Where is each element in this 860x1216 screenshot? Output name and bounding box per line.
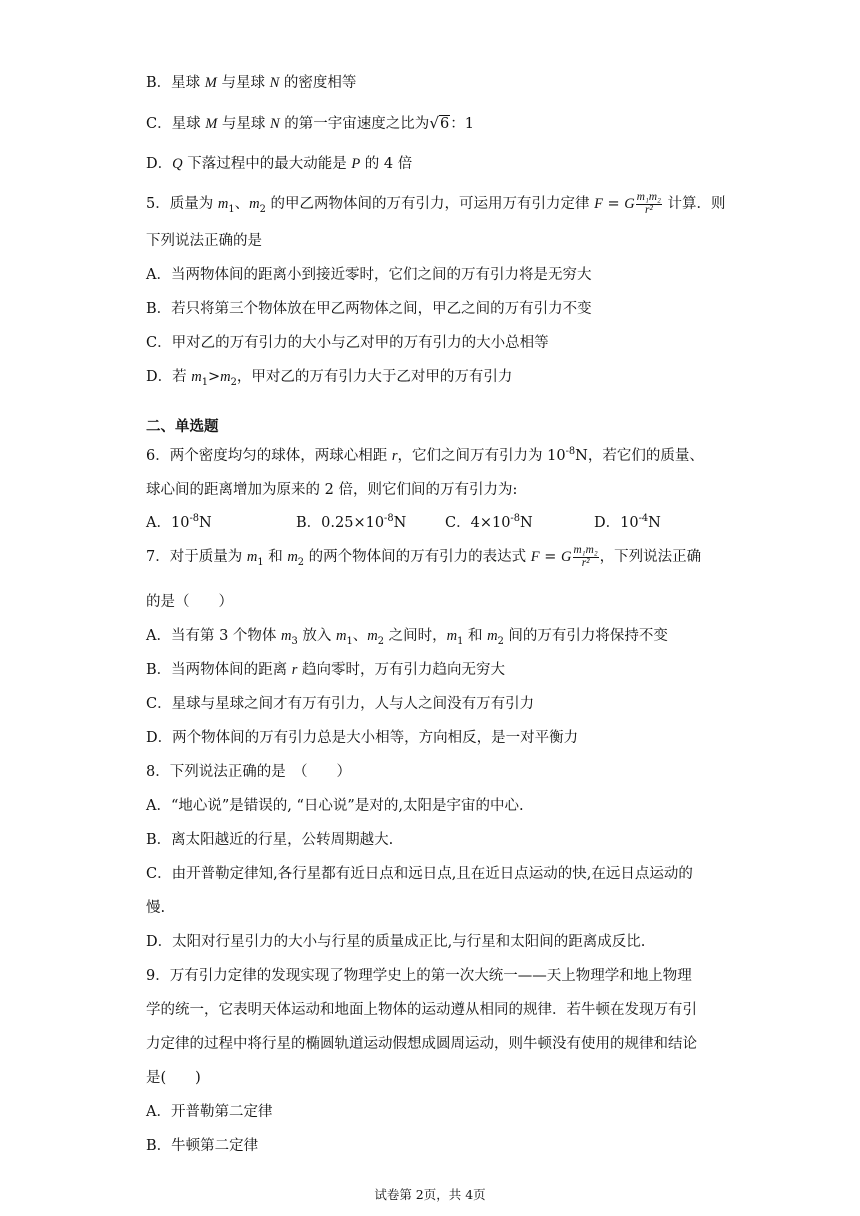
exponent: -8 <box>189 513 200 525</box>
text: D．10 <box>594 515 639 531</box>
q5-stem-line1 <box>146 190 726 218</box>
equals-sign: = <box>539 549 562 565</box>
fraction-denominator: r² <box>644 203 653 216</box>
text: 和 <box>263 549 288 565</box>
text: 与星球 <box>216 75 270 91</box>
var-m: m <box>446 628 458 644</box>
q9-stem-line4: 是( ) <box>146 1070 201 1086</box>
text: ：1 <box>450 116 474 132</box>
text: 的密度相等 <box>279 75 357 91</box>
sqrt-radicand: 6 <box>440 116 450 132</box>
q5-stem-line2: 下列说法正确的是 <box>146 233 262 249</box>
text: ，它们之间万有引力为 10 <box>397 448 566 464</box>
text: 6．两个密度均匀的球体，两球心相距 <box>146 448 392 464</box>
text: 下落过程中的最大动能是 <box>182 156 352 172</box>
q5-option-b: B．若只将第三个物体放在甲乙两物体之间，甲乙之间的万有引力不变 <box>146 301 592 317</box>
text: C．4×10 <box>445 515 511 531</box>
var-g: G <box>624 196 635 212</box>
text: A．当有第 3 个物体 <box>146 628 282 644</box>
subscript: 3 <box>291 635 298 647</box>
text: C．星球 <box>146 116 206 132</box>
var-f: F <box>530 549 540 565</box>
subscript: 1 <box>201 376 208 388</box>
q7-option-d: D．两个物体间的万有引力总是大小相等，方向相反，是一对平衡力 <box>146 730 579 746</box>
q7-stem-line2: 的是（ ） <box>146 594 233 610</box>
q8-option-c-line1: C．由开普勒定律知,各行星都有近日点和远日点,且在近日点运动的快,在远日点运动的 <box>146 866 693 882</box>
equals-sign: = <box>602 196 625 212</box>
var-g: G <box>561 549 572 565</box>
fraction-denominator: r² <box>581 556 590 569</box>
text: D． <box>146 156 173 172</box>
var-r: r <box>391 448 398 464</box>
q9-stem-line3: 力定律的过程中将行星的椭圆轨道运动假想成圆周运动，则牛顿没有使用的规律和结论 <box>146 1036 697 1052</box>
section-heading: 二、单选题 <box>146 418 219 435</box>
var-m: m <box>281 628 292 644</box>
q4-option-c <box>146 113 474 134</box>
var-m: m <box>217 196 229 212</box>
var-m: M <box>204 75 217 91</box>
var-n: N <box>270 116 280 132</box>
sqrt-expression: √6 <box>429 114 450 132</box>
q6-option-a <box>146 513 212 533</box>
gravitation-fraction <box>573 545 599 570</box>
var-m: M <box>205 116 218 132</box>
q8-option-d: D．太阳对行星引力的大小与行星的质量成正比,与行星和太阳间的距离成反比. <box>146 934 646 950</box>
var-p: P <box>351 156 361 172</box>
text: N <box>199 515 212 531</box>
subscript: 1 <box>346 635 353 647</box>
q6-stem-line1 <box>146 446 704 466</box>
var-m: m <box>249 196 260 212</box>
exponent: -8 <box>384 513 394 525</box>
text: 间的万有引力将保持不变 <box>503 628 668 644</box>
text: B．当两物体间的距离 <box>146 662 292 678</box>
var-m: m <box>287 549 298 565</box>
var-m: m <box>367 628 378 644</box>
text: 、 <box>234 196 250 212</box>
q6-option-c <box>445 513 533 533</box>
q8-option-a: A．“地心说”是错误的, “日心说”是对的,太阳是宇宙的中心. <box>146 798 524 814</box>
text: 5．质量为 <box>146 196 218 212</box>
var-m: m <box>487 628 498 644</box>
var-f: F <box>594 196 603 212</box>
q9-stem-line1: 9．万有引力定律的发现实现了物理学史上的第一次大统一——天上物理学和地上物理 <box>146 968 692 984</box>
var-n: N <box>269 75 280 91</box>
q9-option-b: B．牛顿第二定律 <box>146 1138 259 1154</box>
text: A．10 <box>146 515 190 531</box>
text: N，若它们的质量、 <box>575 448 704 464</box>
text: 的两个物体间的万有引力的表达式 <box>304 549 531 565</box>
subscript: 2 <box>377 635 384 647</box>
q4-option-b <box>146 73 356 93</box>
fraction-numerator: m₁m₂ <box>573 543 598 556</box>
text: N <box>648 515 661 531</box>
gravitation-fraction <box>636 192 662 217</box>
q8-option-b: B．离太阳越近的行星，公转周期越大. <box>146 832 394 848</box>
q7-option-c: C．星球与星球之间才有万有引力，人与人之间没有万有引力 <box>146 696 535 712</box>
text: 与星球 <box>217 116 271 132</box>
text: 7．对于质量为 <box>146 549 247 565</box>
q5-option-a: A．当两物体间的距离小到接近零时，它们之间的万有引力将是无穷大 <box>146 267 592 283</box>
q6-option-b <box>296 513 406 533</box>
text: 之间时， <box>384 628 447 644</box>
q6-option-d <box>594 513 661 533</box>
text: D．若 <box>146 369 192 385</box>
subscript: 2 <box>230 376 237 388</box>
q4-option-d <box>146 154 412 174</box>
var-r: r <box>291 662 298 678</box>
exponent: -4 <box>638 513 649 525</box>
text: N <box>393 515 407 531</box>
q9-stem-line2: 学的统一，它表明天体运动和地面上物体的运动遵从相同的规律．若牛顿在发现万有引 <box>146 1002 697 1018</box>
subscript: 1 <box>257 556 264 568</box>
subscript: 1 <box>228 203 235 215</box>
text: ，甲对乙的万有引力大于乙对甲的万有引力 <box>236 369 513 385</box>
q8-stem: 8．下列说法正确的是 （ ） <box>146 764 351 780</box>
text: N <box>520 515 533 531</box>
q7-stem-line1 <box>146 543 701 571</box>
subscript: 1 <box>457 635 464 647</box>
text: 的第一宇宙速度之比为 <box>279 116 430 132</box>
text: 、 <box>352 628 368 644</box>
text: 计算．则 <box>662 196 726 212</box>
page-footer: 试卷第 2页，共 4页 <box>374 1187 486 1202</box>
q7-option-a <box>146 626 668 646</box>
q8-option-c-line2: 慢. <box>146 900 166 916</box>
var-m: m <box>246 549 258 565</box>
q5-option-c: C．甲对乙的万有引力的大小与乙对甲的万有引力的大小总相等 <box>146 335 549 351</box>
q5-option-d <box>146 367 512 387</box>
var-m: m <box>336 628 347 644</box>
subscript: 2 <box>497 635 504 647</box>
text: 放入 <box>297 628 336 644</box>
greater-than: > <box>208 369 221 385</box>
text: 和 <box>463 628 488 644</box>
q6-stem-line2: 球心间的距离增加为原来的 2 倍，则它们间的万有引力为: <box>146 482 518 498</box>
q9-option-a: A．开普勒第二定律 <box>146 1104 273 1120</box>
subscript: 2 <box>259 203 266 215</box>
text: 的 4 倍 <box>360 156 413 172</box>
exponent: -8 <box>565 446 576 458</box>
text: B．0.25×10 <box>296 515 385 531</box>
text: 趋向零时，万有引力趋向无穷大 <box>297 662 506 678</box>
text: ，下列说法正确 <box>599 549 702 565</box>
var-m: m <box>191 369 202 385</box>
var-m: m <box>220 369 231 385</box>
q7-option-b <box>146 660 505 680</box>
var-q: Q <box>172 156 183 172</box>
exponent: -8 <box>510 513 521 525</box>
fraction-numerator: m₁m₂ <box>636 190 661 203</box>
subscript: 2 <box>297 556 305 568</box>
text: 的甲乙两物体间的万有引力，可运用万有引力定律 <box>265 196 595 212</box>
text: B．星球 <box>146 75 205 91</box>
